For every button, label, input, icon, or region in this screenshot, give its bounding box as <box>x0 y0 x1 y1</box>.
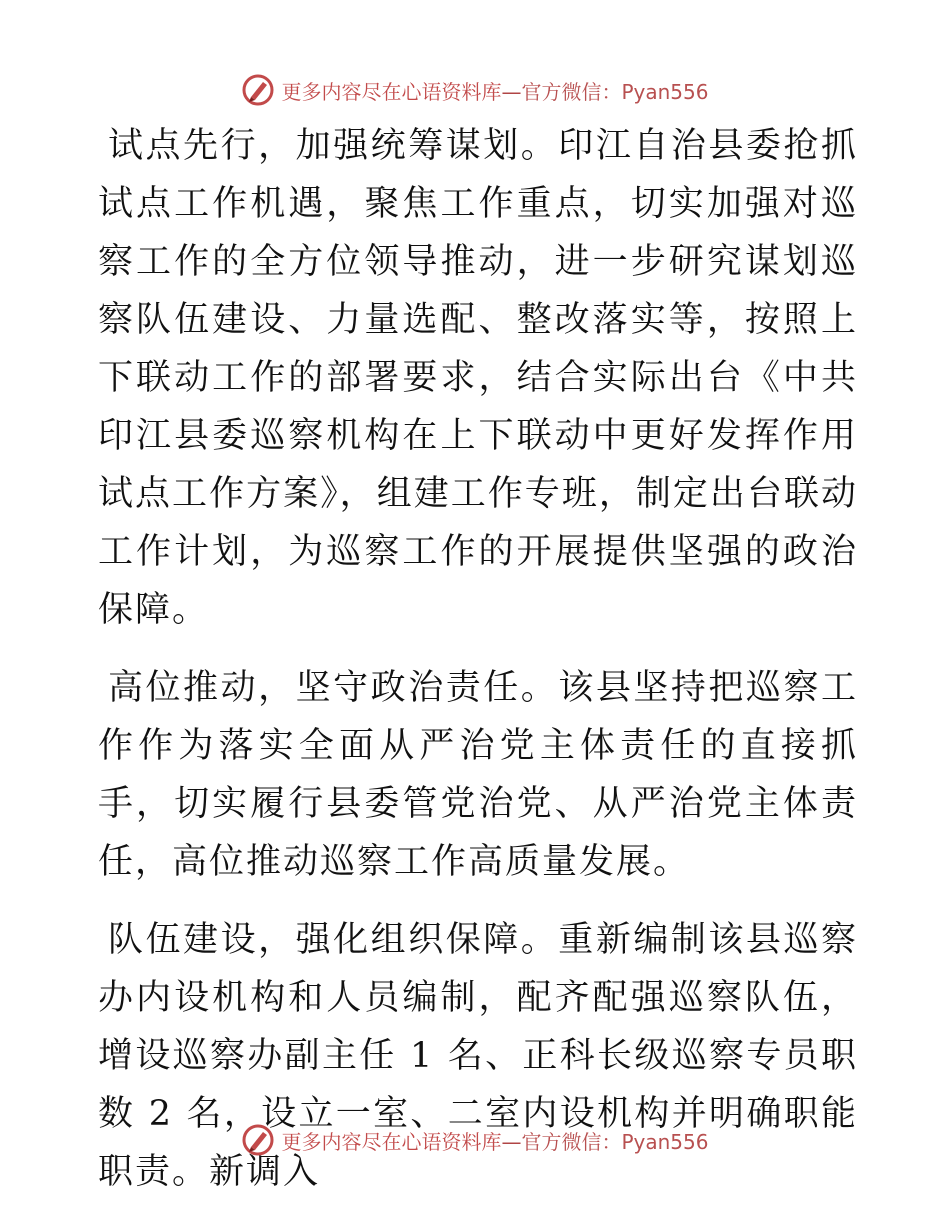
pen-logo-icon <box>241 1123 275 1157</box>
footer-banner-text: 更多内容尽在心语资料库—官方微信：Pyan556 <box>281 1129 709 1154</box>
header-banner-text: 更多内容尽在心语资料库—官方微信：Pyan556 <box>281 79 709 104</box>
paragraph-2: 高位推动，坚守政治责任。该县坚持把巡察工作作为落实全面从严治党主体责任的直接抓手，切实履行县委管党治党、从严治党主体责任，高位推动巡察工作高质量发展。 <box>98 668 858 882</box>
document-body <box>98 117 858 1201</box>
paragraph-1: 试点先行，加强统筹谋划。印江自治县委抢抓试点工作机遇，聚焦工作重点，切实加强对巡察工作的全方位领导推动，进一步研究谋划巡察队伍建设、力量选配、整改落实等，按照上下联动工作的部署要求，结合实际出台《中共印江县委巡察机构在上下联动中更好发挥作用试点工作方案》，组建工作专班，制定出台联动工作计划，为巡察工作的开展提供坚强的政治保障。 <box>98 126 858 630</box>
paragraph-3: 队伍建设，强化组织保障。重新编制该县巡察办内设机构和人员编制，配齐配强巡察队伍，增设巡察办副主任 1 名、正科长级巡察专员职数 2 名，设立一室、二室内设机构并明确职能职责。新调入 <box>98 920 858 1192</box>
header-banner <box>0 70 950 110</box>
footer-banner <box>0 1120 950 1160</box>
pen-logo-icon <box>241 73 275 107</box>
